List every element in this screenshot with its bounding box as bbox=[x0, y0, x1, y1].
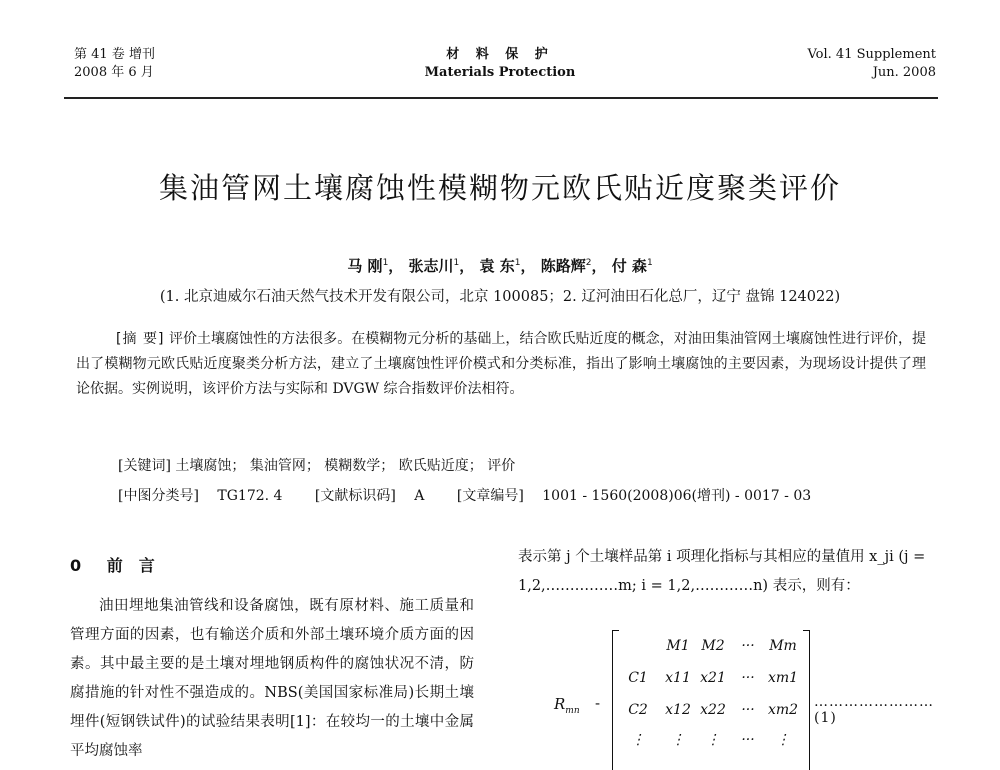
affiliations: (1. 北京迪威尔石油天然气技术开发有限公司，北京 100085；2. 辽河油田石化总厂，辽宁 盘锦 124022) bbox=[159, 289, 841, 305]
equation-1 bbox=[520, 630, 940, 760]
author: 陈路辉$^2$ bbox=[540, 257, 592, 275]
abstract-label: [摘 要] bbox=[116, 331, 165, 347]
equation-operator: - bbox=[595, 694, 601, 712]
matrix-cell: xm1 bbox=[768, 670, 799, 686]
matrix-header-cell: M2 bbox=[701, 638, 725, 654]
keywords bbox=[118, 455, 515, 475]
matrix-cell: x12 bbox=[665, 702, 691, 718]
matrix-cell: ⋮ bbox=[776, 732, 790, 748]
keywords-text: 土壤腐蚀； 集油管网； 模糊数学； 欧氏贴近度； 评价 bbox=[175, 458, 516, 474]
paper-title: 集油管网土壤腐蚀性模糊物元欧氏贴近度聚类评价 bbox=[158, 171, 841, 205]
section-heading bbox=[70, 553, 171, 576]
section-number: 0 bbox=[70, 556, 82, 575]
author: 袁 东$^1$ bbox=[479, 257, 521, 275]
journal-name bbox=[400, 46, 600, 82]
body-paragraph: 油田埋地集油管线和设备腐蚀，既有原材料、施工质量和管理方面的因素，也有输送介质和外部土壤环境介质方面的因素。其中最主要的是土壤对埋地钢质构件的腐蚀状况不清，防腐措施的针对性不强造成的。NBS(美国国家标准局)长期土壤埋件(短钢铁试件)的试验结果表明[1]：在较均一的土壤中金属平均腐蚀率 bbox=[70, 598, 474, 759]
author: 付 森$^1$ bbox=[611, 257, 653, 275]
matrix-cell: ··· bbox=[741, 702, 755, 718]
left-column-text bbox=[70, 592, 474, 766]
matrix-header-cell: Mm bbox=[769, 638, 797, 654]
matrix-cell: xm2 bbox=[768, 702, 799, 718]
author: 张志川$^1$ bbox=[408, 257, 460, 275]
keywords-label: [关键词] bbox=[118, 458, 171, 474]
abstract bbox=[76, 327, 926, 402]
issue-date: 2008 年 6 月 bbox=[74, 65, 154, 80]
matrix-header-cell: M1 bbox=[666, 638, 690, 654]
matrix-row-label: ⋮ bbox=[631, 732, 645, 748]
abstract-text: 评价土壤腐蚀性的方法很多。在模糊物元分析的基础上，结合欧氏贴近度的概念，对油田集油管网土壤腐蚀性进行评价，提出了模糊物元欧氏贴近度聚类分析方法，建立了土壤腐蚀性评价模式和分类标准，指出了影响土壤腐蚀的主要因素，为现场设计提供了理论依据。实例说明，该评价方法与实际和 DVGW 综合指数评价法相符。 bbox=[76, 331, 927, 397]
header-rule bbox=[64, 97, 938, 99]
author: 马 刚$^1$ bbox=[347, 257, 389, 275]
issue-date-en: Jun. 2008 bbox=[872, 65, 936, 80]
matrix-cell: x22 bbox=[700, 702, 726, 718]
matrix-cell: ··· bbox=[741, 670, 755, 686]
section-title: 前言 bbox=[106, 556, 171, 575]
journal-name-en: Materials Protection bbox=[424, 65, 576, 80]
classification-line bbox=[118, 485, 839, 505]
clc-code: [中图分类号] TG172. 4 bbox=[118, 488, 283, 504]
journal-volume-info-en bbox=[807, 46, 936, 82]
matrix-cell: x21 bbox=[700, 670, 726, 686]
equation-number: …………………… (1) bbox=[814, 694, 934, 726]
matrix-cell: x11 bbox=[665, 670, 691, 686]
journal-volume-info bbox=[74, 46, 155, 82]
matrix-row-label: C2 bbox=[628, 702, 648, 718]
matrix-cell: ⋮ bbox=[671, 732, 685, 748]
matrix-lhs: $R_{mn}$ bbox=[554, 695, 580, 716]
volume-label: 第 41 卷 增刊 bbox=[74, 47, 155, 62]
volume-label-en: Vol. 41 Supplement bbox=[807, 47, 936, 62]
author-list: 马 刚$^1$， 张志川$^1$， 袁 东$^1$， 陈路辉$^2$， 付 森$^1$ bbox=[347, 257, 653, 275]
journal-name-cn: 材 料 保 护 bbox=[446, 47, 554, 62]
matrix-row-label: C1 bbox=[628, 670, 648, 686]
article-code: [文章编号] 1001 - 1560(2008)06(增刊) - 0017 - 03 bbox=[456, 488, 812, 504]
doc-code: [文献标识码] A bbox=[314, 488, 425, 504]
matrix-header-cell: ··· bbox=[741, 638, 755, 654]
right-column-text bbox=[518, 543, 932, 601]
body-paragraph: 表示第 j 个土壤样品第 i 项理化指标与其相应的量值用 x_ji (j = 1,2,……………m; i = 1,2,…………n) 表示，则有： bbox=[518, 549, 926, 594]
matrix-cell: ··· bbox=[741, 732, 755, 748]
matrix-cell: ⋮ bbox=[706, 732, 720, 748]
